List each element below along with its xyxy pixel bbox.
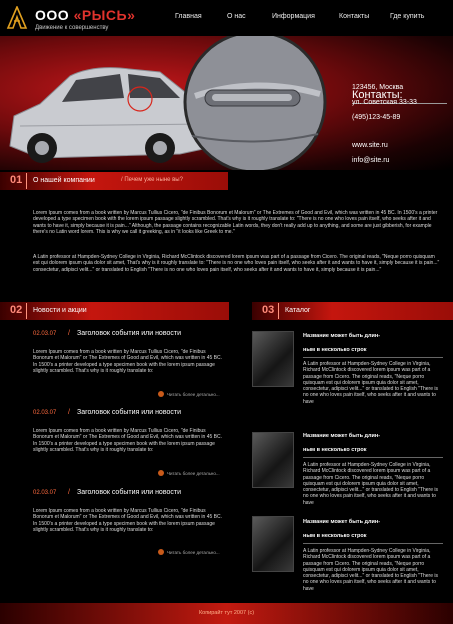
news-body: Lorem Ipsum comes from a book written by Marcus Tullius Cicero, "de Finibus Bonorum et Malorum" or The Extremes of Good and Evil, which was written in 45 BC. In 1500's a printer developed a type specimen book with the lorem ipsum passage slightly scrambled. That's why is it roughly translate to: <box>33 508 222 534</box>
product-thumbnail[interactable] <box>252 432 294 488</box>
nav-item-home[interactable]: Главная <box>175 13 202 20</box>
section-title: Новости и акции <box>33 307 87 314</box>
section-subtitle: / Печем уже ныне вы? <box>121 177 183 183</box>
contact-city: 123456, Москва <box>352 84 404 91</box>
top-bar <box>0 0 453 36</box>
news-title[interactable]: Заголовок события или новости <box>77 489 181 496</box>
main-nav <box>160 13 453 25</box>
lynx-logo-icon <box>5 6 29 30</box>
section-title: О нашей компании <box>33 177 95 184</box>
section-divider <box>278 303 279 319</box>
news-body: Lorem Ipsum comes from a book written by Marcus Tullius Cicero, "de Finibus Bonorum et Malorum" or The Extremes of Good and Evil, which was written in 45 BC. In 1500's a printer developed a type specimen book with the lorem ipsum passage slightly scrambled. That's why is it roughly translate to: <box>33 349 222 375</box>
contact-site[interactable]: www.site.ru <box>352 142 388 149</box>
read-more-link[interactable]: Читать более детально... <box>167 392 220 397</box>
section-divider <box>26 173 27 189</box>
news-slash: / <box>68 409 70 416</box>
product-title-line1[interactable]: Название может быть длин- <box>303 333 381 339</box>
product-thumbnail[interactable] <box>252 331 294 387</box>
news-title[interactable]: Заголовок события или новости <box>77 330 181 337</box>
product-thumbnail[interactable] <box>252 516 294 572</box>
product-title-line2[interactable]: ным в несколько строк <box>303 447 367 453</box>
product-title-line1[interactable]: Название может быть длин- <box>303 433 381 439</box>
contact-street: ул. Советская 33-33 <box>352 99 417 106</box>
contact-email[interactable]: info@site.ru <box>352 157 390 164</box>
arrow-icon <box>158 549 164 555</box>
news-date: 02.03.07 <box>33 490 57 496</box>
about-paragraph-1: Lorem Ipsum comes from a book written by Marcus Tullius Cicero, "de Finibus Bonorum et Malorum" or The Extremes of Good and Evil, which was written in 45 BC. In 1500's a printer developed a type specimen book with the lorem ipsum passage slightly scrambled. That's why is it roughly translate to: "There is no one who loves pain itself, who seeks after it and wants to have it, simply because it is pain..." Although, the passage contains recognizable Latin words, they don't really add up to anything, and some are just gibberish, for example there's no Latin word lorem. This is why we call it greeking, as in "it looks like Greek to me." <box>33 210 438 236</box>
news-title[interactable]: Заголовок события или новости <box>77 409 181 416</box>
product-title-line2[interactable]: ным в несколько строк <box>303 533 367 539</box>
section-number: 03 <box>262 304 275 316</box>
product-title-line2[interactable]: ным в несколько строк <box>303 347 367 353</box>
catalog-divider <box>303 457 443 458</box>
product-description: A Latin professor at Hampden-Sydney College in Virginia, Richard McClintock discovered lorem ipsum was part of a passage from Cicero. The original reads, "Neque porro quisquam est qui dolorem ipsum quia dolor sit amet, consectetur, adipisci velit..." or translated to English "There is no one who loves pain itself, who seeks after it and wants to have <box>303 462 439 506</box>
catalog-divider <box>303 357 443 358</box>
brand-tagline: Движение к совершенству <box>35 25 109 31</box>
section-number: 01 <box>10 174 23 186</box>
contact-phone: (495)123-45-89 <box>352 114 401 121</box>
footer <box>0 603 453 624</box>
news-body: Lorem Ipsum comes from a book written by Marcus Tullius Cicero, "de Finibus Bonorum et Malorum" or The Extremes of Good and Evil, which was written in 45 BC. In 1500's a printer developed a type specimen book with the lorem ipsum passage slightly scrambled. That's why is it roughly translate to: <box>33 428 222 454</box>
read-more-link[interactable]: Читать более детально... <box>167 550 220 555</box>
section-divider <box>26 303 27 319</box>
section-number: 02 <box>10 304 23 316</box>
brand-name: ООО «РЫСЬ» <box>35 7 136 23</box>
nav-item-info[interactable]: Информация <box>272 13 315 20</box>
product-title-line1[interactable]: Название может быть длин- <box>303 519 381 525</box>
catalog-divider <box>303 543 443 544</box>
news-date: 02.03.07 <box>33 331 57 337</box>
product-description: A Latin professor at Hampden-Sydney College in Virginia, Richard McClintock discovered lorem ipsum was part of a passage from Cicero. The original reads, "Neque porro quisquam est qui dolorem ipsum quia dolor sit amet, consectetur, adipisci velit..." or translated to English "There is no one who loves pain itself, who seeks after it and wants to have <box>303 361 439 405</box>
logo[interactable] <box>5 6 155 32</box>
copyright-text: Копирайт тут 2007 (с) <box>198 610 255 616</box>
about-paragraph-2: A Latin professor at Hampden-Sydney College in Virginia, Richard McClintock discovered lorem ipsum was part of a passage from Cicero. The original reads, "Neque porro quisquam est qui dolorem ipsum quia dolor sit amet, That's why is it roughly translate to: "There is no one who loves pain itself, who seeks after it and wants to have it, simply because it is pain..." consectetur, adipisci velit..." or translated to English "There is no one who loves pain itself, who seeks after it and wants to have it, simply because it is pain..." <box>33 254 440 273</box>
section-title: Каталог <box>285 307 311 314</box>
news-slash: / <box>68 489 70 496</box>
news-slash: / <box>68 330 70 337</box>
news-section-header <box>0 302 229 320</box>
nav-item-where-to-buy[interactable]: Где купить <box>390 13 425 20</box>
contacts-title: Контакты: <box>352 89 403 101</box>
catalog-section-header <box>252 302 453 320</box>
news-date: 02.03.07 <box>33 410 57 416</box>
hero-banner <box>0 36 453 170</box>
arrow-icon <box>158 470 164 476</box>
product-description: A Latin professor at Hampden-Sydney College in Virginia, Richard McClintock discovered lorem ipsum was part of a passage from Cicero. The original reads, "Neque porro quisquam est qui dolorem ipsum quia dolor sit amet, consectetur, adipisci velit..." or translated to English "There is no one who loves pain itself, who seeks after it and wants to have <box>303 548 439 592</box>
read-more-link[interactable]: Читать более детально... <box>167 471 220 476</box>
nav-item-contacts[interactable]: Контакты <box>339 13 370 20</box>
nav-item-about[interactable]: О нас <box>227 13 246 20</box>
about-section-header <box>0 172 228 190</box>
arrow-icon <box>158 391 164 397</box>
